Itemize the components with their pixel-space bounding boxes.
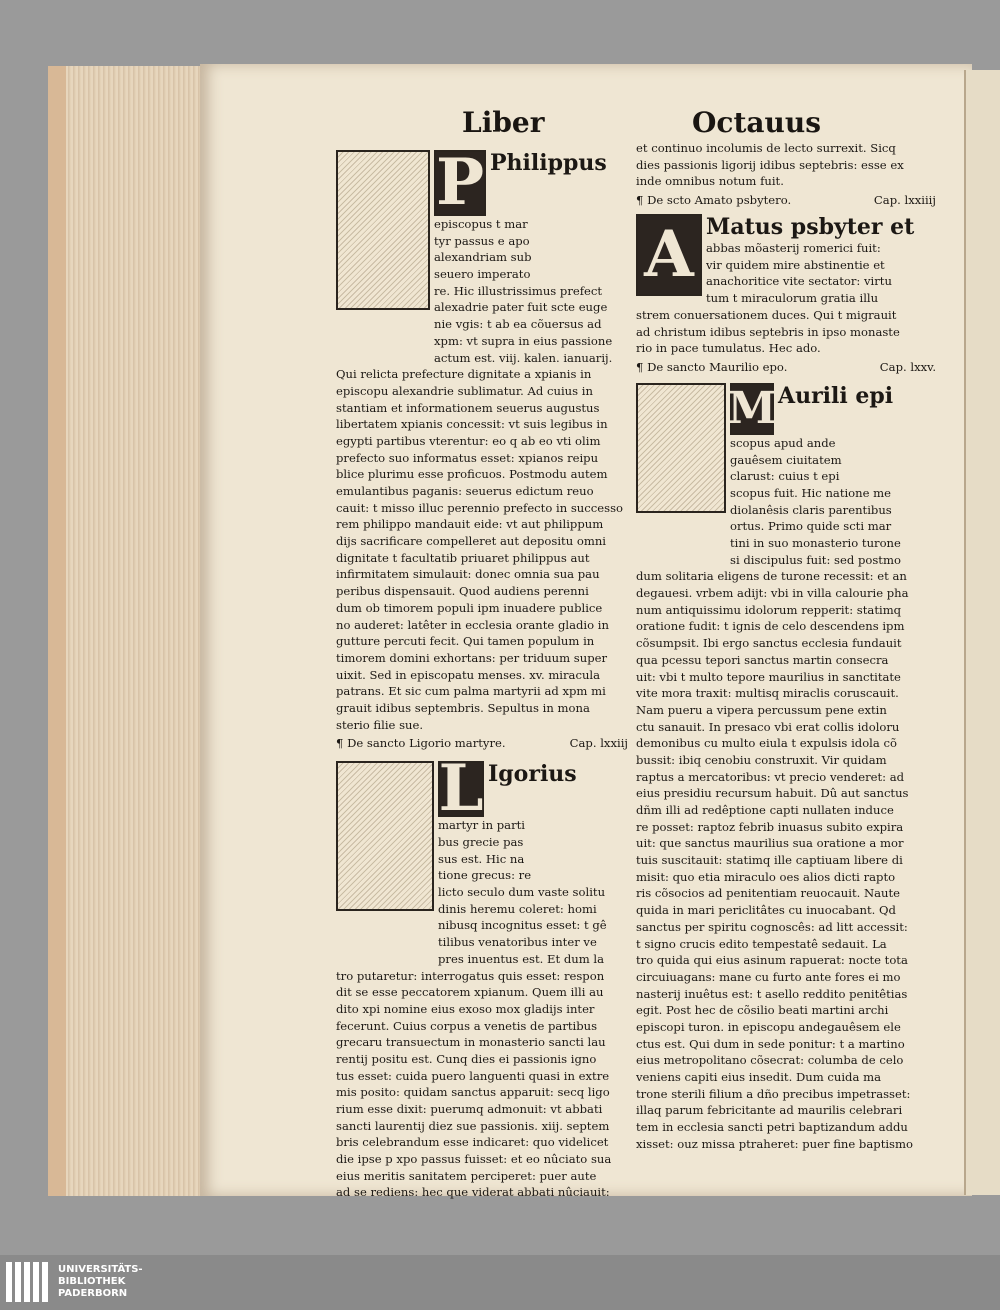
text-line: veniens capiti eius insedit. Dum cuida ma (636, 1070, 881, 1084)
text-line: dignitate t facultatib priuaret philippus aut (336, 550, 590, 565)
initial-p: P (435, 144, 485, 220)
text-line: blice plurimu esse proficuos. Postmodu autem (336, 467, 608, 482)
text-line: die ipse p xpo passus fuisset: et eo nûciato sua (336, 1152, 612, 1167)
maurilius-section (636, 383, 936, 518)
text-line: cauit: t misso illuc perennio prefecto in successo (336, 500, 624, 515)
text-line: rium esse dixit: puerumq admonuit: vt abbati (336, 1102, 603, 1116)
library-logo-icon (6, 1262, 48, 1302)
intro-line: alexandriam sub (434, 250, 532, 265)
text-line: prefecto suo informatus esset: xpianos reipu (336, 450, 599, 465)
intro-line: abbas mõasterij romerici fuit: (706, 241, 881, 256)
amatus-section (636, 214, 936, 307)
intro-line: si discipulus fuit: sed postmo (730, 552, 901, 567)
intro-line: nie vgis: t ab ea cõuersus ad (434, 317, 602, 332)
heading-philippus: Philippus (490, 150, 607, 176)
text-line: bris celebrandum esse indicaret: quo videlicet (336, 1135, 609, 1150)
text-line: fecerunt. Cuius corpus a venetis de partibus (336, 1018, 598, 1033)
text-line: dit se esse peccatorem xpianum. Quem illi au (336, 985, 604, 1000)
text-line: re posset: raptoz febrib inuasus subito expira (636, 819, 904, 834)
running-header-left: Liber (462, 106, 545, 139)
text-line: ad se rediens: hec que viderat abbati nûciauit: (336, 1185, 610, 1200)
chapter-title: De sancto Ligorio martyre. (347, 736, 506, 751)
ligorius-section (336, 750, 628, 917)
text-line: libertatem xpianis concessit: vt suis legibus in (336, 417, 608, 432)
text-line: dum ob timorem populi ipm inuadere publice (336, 600, 603, 615)
intro-line: bus grecie pas (438, 835, 524, 849)
initial-l: L (438, 750, 484, 826)
text-line: dito xpi nomine eius exoso mox gladijs inter (336, 1001, 595, 1016)
running-header-right: Octauus (692, 106, 821, 139)
intro-line: tyr passus e apo (434, 233, 530, 248)
text-line: ctu sanauit. In presaco vbi erat collis idoloru (636, 719, 900, 734)
text-line: cõsumpsit. Ibi ergo sanctus ecclesia fundauit (636, 636, 902, 651)
text-line: inde omnibus notum fuit. (636, 174, 784, 189)
book-page-edges (48, 66, 208, 1196)
text-line: qua pcessu tepori sanctus martin consecra (636, 652, 889, 667)
text-line: uit: que sanctus maurilius sua oratione a mor (636, 836, 904, 851)
intro-line: tum t miraculorum gratia illu (706, 291, 879, 306)
chapter-heading-maurilius (636, 357, 936, 377)
text-line: nasterij inuêtus est: t asello reddito penitêtias (636, 986, 908, 1001)
intro-line: sus est. Hic na (438, 851, 525, 866)
philippus-body (336, 366, 628, 733)
text-line: tem in ecclesia sancti petri baptizandum addu (636, 1120, 908, 1135)
heading-ligorius: Igorius (488, 761, 577, 788)
chapter-number: Cap. lxxiiij (873, 193, 936, 208)
chapter-title: De scto Amato psbytero. (647, 193, 792, 208)
text-line: tro putaretur: interrogatus quis esset: respon (336, 968, 605, 983)
text-line: illaq parum febricitante ad maurilis celebrari (636, 1103, 903, 1118)
text-line: rentij positu est. Cunq dies ei passionis igno (336, 1051, 597, 1066)
intro-line: clarust: cuius t epi (730, 469, 840, 484)
intro-line: gauêsem ciuitatem (730, 452, 842, 467)
text-line: uixit. Sed in episcopatu menses. xv. miracula (336, 667, 601, 682)
text-line: infirmitatem simulauit: donec omnia sua pau (336, 567, 600, 582)
paragraph-mark-icon: ¶ (636, 193, 644, 208)
philippus-section (336, 144, 628, 350)
text-line: tro quida qui eius asinum rapuerat: nocte tota (636, 953, 908, 968)
intro-line: ortus. Primo quide scti mar (730, 519, 892, 534)
right-column (636, 140, 936, 1152)
initial-m: M (727, 382, 777, 434)
text-line: xisset: ouz missa ptraheret: puer fine baptismo (636, 1136, 913, 1151)
text-line: patrans. Et sic cum palma martyrii ad xpm mi (336, 684, 606, 699)
text-line: stantiam et informationem seuerus augustus (336, 400, 600, 415)
text-line: bussit: ibiq cenobiu construxit. Vir quidam (636, 752, 887, 767)
library-name-line3: PADERBORN (58, 1288, 128, 1299)
woodcut-maurilius-image (636, 383, 726, 513)
text-line: rem philippo mandauit eide: vt aut philippum (336, 517, 604, 532)
text-line: peribus dispensauit. Quod audiens perenni (336, 584, 589, 599)
intro-line: re. Hic illustrissimus prefect (434, 283, 603, 298)
woodcut-philippus-image (336, 150, 430, 310)
paragraph-mark-icon: ¶ (336, 736, 344, 751)
woodcut-ligorius-image (336, 761, 434, 911)
text-line: circuiuagans: mane cu furto ante fores ei mo (636, 969, 901, 984)
text-line: tus esset: cuida puero languenti quasi in extre (336, 1068, 610, 1083)
intro-line: scopus apud ande (730, 435, 836, 450)
text-line: t signo crucis edito tempestatê sedauit. La (636, 936, 887, 951)
text-line: eius metropolitano cõsecrat: columba de celo (636, 1053, 904, 1068)
intro-line: nibusq incognitus esset: t gê (438, 918, 607, 933)
text-line: dum solitaria eligens de turone recessit: et an (636, 569, 907, 584)
intro-line: xpm: vt supra in eius passione (434, 333, 613, 348)
text-line: quida in mari periclitâtes cu inuocabant. Qd (636, 903, 896, 918)
intro-line: tione grecus: re (438, 868, 532, 883)
text-line: episcopi turon. in episcopu andegauêsem ele (636, 1019, 901, 1034)
library-name-line1: UNIVERSITÄTS- (58, 1264, 143, 1275)
text-line: demonibus cu multo eiula t expulsis idola cõ (636, 736, 897, 751)
chapter-number: Cap. lxxv. (879, 359, 936, 374)
chapter-number: Cap. lxxiij (569, 736, 628, 751)
text-line: eius presidiu recursum habuit. Dû aut sanctus (636, 786, 909, 801)
text-line: sanctus per spiritu cognoscês: ad litt accessit: (636, 919, 908, 934)
text-line: et continuo incolumis de lecto surrexit. Sicq (636, 141, 896, 155)
intro-line: scopus fuit. Hic natione me (730, 485, 892, 500)
intro-line: alexadrie pater fuit scte euge (434, 300, 608, 315)
intro-line: licto seculo dum vaste solitu (438, 885, 606, 900)
intro-line: tini in suo monasterio turone (730, 536, 901, 550)
intro-line: anachoritice vite sectator: virtu (706, 274, 892, 289)
text-line: dijs sacrificare compelleret aut depositu omni (336, 534, 606, 549)
intro-line: episcopus t mar (434, 217, 528, 231)
intro-line: vir quidem mire abstinentie et (706, 257, 885, 272)
text-line: egit. Post hec de cõsilio beati martini archi (636, 1003, 889, 1018)
text-line: ctus est. Qui dum in sede ponitur: t a martino (636, 1036, 905, 1051)
text-line: rio in pace tumulatus. Hec ado. (636, 341, 821, 356)
left-column (336, 144, 628, 1201)
initial-a: A (636, 214, 702, 296)
text-line: ad christum idibus septebris in ipso monaste (636, 324, 900, 339)
intro-line: diolanêsis claris parentibus (730, 502, 892, 517)
text-line: ris cõsocios ad penitentiam reuocauit. Naute (636, 886, 901, 901)
text-line: grecaru transuectum in monasterio sancti lau (336, 1035, 606, 1050)
text-line: grauit idibus septembris. Sepultus in mona (336, 700, 590, 715)
text-line: egypti partibus vterentur: eo q ab eo vti olim (336, 433, 601, 448)
text-line: no auderet: latêter in ecclesia orante gladio in (336, 617, 609, 632)
intro-line: seuero imperato (434, 267, 531, 282)
text-line: raptus a mercatoribus: vt precio venderet: ad (636, 769, 905, 784)
text-line: tuis suscitauit: statimq ille captiuam libere di (636, 853, 903, 868)
intro-line: dinis heremu coleret: homi (438, 901, 597, 916)
text-line: timorem domini exhortans: per triduum super (336, 650, 608, 665)
text-line: misit: quo etia miraculo oes alios dicti rapto (636, 869, 896, 884)
text-line: sancti laurentij diez sue passionis. xiij. septem (336, 1118, 610, 1133)
ligorius-body (336, 968, 628, 1202)
heading-amatus: Matus psbyter et (706, 214, 915, 241)
text-line: emulantibus paganis: seuerus edictum reuo (336, 484, 594, 498)
library-name-line2: BIBLIOTHEK (58, 1276, 126, 1287)
text-line: uit: vbi t multo tepore maurilius in sanctitate (636, 669, 901, 684)
text-line: dies passionis ligorij idibus septebris: esse ex (636, 157, 904, 172)
text-line: oratione fudit: t ignis de celo descendens ipm (636, 619, 905, 634)
paragraph-mark-icon: ¶ (636, 359, 644, 374)
heading-maurilius: Aurili epi (778, 382, 894, 409)
text-line: mis posito: quidam sanctus apparuit: secq ligo (336, 1085, 610, 1100)
text-line: degauesi. vrbem adijt: vbi in villa calourie pha (636, 586, 909, 601)
text-line: trone sterili filium a dño precibus impetrasset: (636, 1086, 911, 1101)
text-line: vite mora traxit: multisq miraclis coruscauit. (636, 686, 899, 701)
chapter-heading-amatus (636, 190, 936, 210)
philippus-intro (434, 144, 628, 350)
text-line: dñm illi ad redêptione capti nullaten induce (636, 803, 894, 817)
text-line: Qui relicta prefecture dignitate a xpianis in (336, 367, 592, 382)
text-line: eius meritis sanitatem perciperet: puer aute (336, 1168, 597, 1183)
text-line: episcopu alexandrie sublimatur. Ad cuius in (336, 383, 593, 398)
text-line: strem conuersationem duces. Qui t migrauit (636, 307, 897, 322)
text-line: sterio filie sue. (336, 717, 424, 732)
intro-line: tilibus venatoribus inter ve (438, 935, 597, 950)
intro-line: actum est. viij. kalen. ianuarij. (434, 350, 613, 365)
chapter-title: De sancto Maurilio epo. (647, 359, 788, 374)
intro-line: martyr in parti (438, 818, 525, 833)
text-line: Nam pueru a vipera percussum pene extin (636, 702, 887, 717)
text-line: gutture percuti fecit. Qui tamen populum in (336, 634, 595, 649)
maurilius-body (636, 568, 936, 1152)
library-logo (6, 1262, 143, 1302)
text-line: num antiquissimu idolorum repperit: statimq (636, 602, 902, 617)
facing-page-edge (964, 70, 1000, 1195)
intro-line: pres inuentus est. Et dum la (438, 951, 605, 966)
